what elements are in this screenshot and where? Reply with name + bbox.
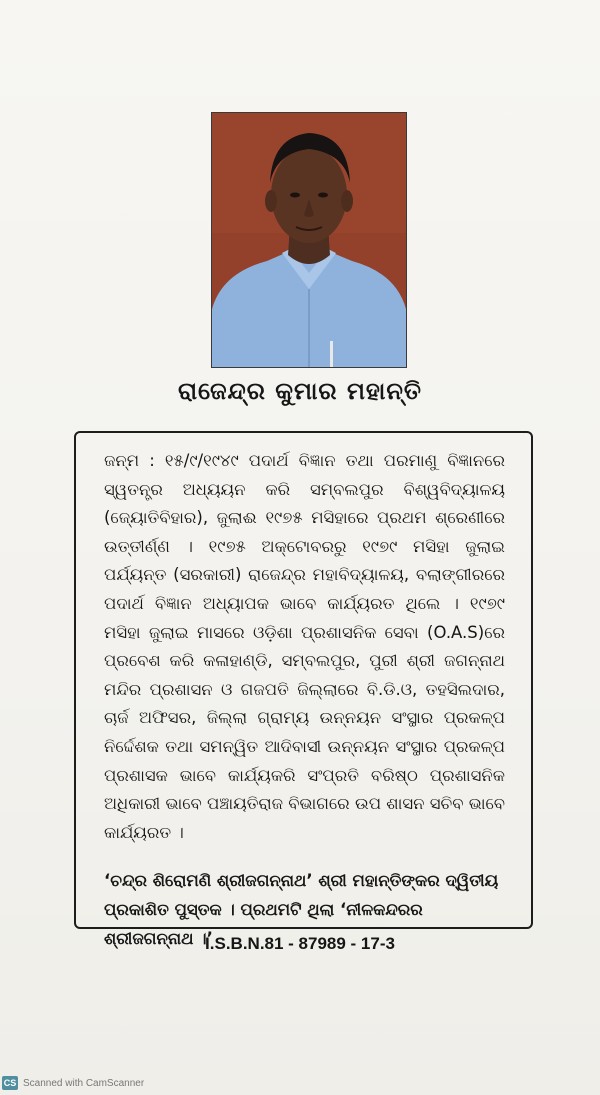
author-name: ରାଜେନ୍ଦ୍ର କୁମାର ମହାନ୍ତି xyxy=(177,377,423,405)
camscanner-logo-icon: CS xyxy=(3,1078,17,1088)
scanner-watermark xyxy=(2,1075,144,1091)
bio-text: ଜନ୍ମ : ୧୫/୯/୧୯୪୯ ପଦାର୍ଥ ବିଜ୍ଞାନ ତଥା ପରମାଣୁ ବିଜ୍ଞାନରେ ସ୍ୱତନ୍ତ୍ର ଅଧ୍ୟୟନ କରି ସମ୍ବଲପୁର ବିଶ୍ୱବିଦ୍ୟାଳୟ (ଜ୍ୟୋତିବିହାର), ଜୁଲାଈ ୧୯୭୫ ମସିହାରେ ପ୍ରଥମ ଶ୍ରେଣୀରେ ଉତ୍ତୀର୍ଣ୍ଣ । ୧୯୭୫ ଅକ୍ଟୋବରରୁ ୧୯୭୯ ମସିହା ଜୁଲାଇ ପର୍ଯ୍ୟନ୍ତ (ସରକାରୀ) ରାଜେନ୍ଦ୍ର ମହାବିଦ୍ୟାଳୟ, ବଲାଙ୍ଗୀରରେ ପଦାର୍ଥ ବିଜ୍ଞାନ ଅଧ୍ୟାପକ ଭାବେ କାର୍ଯ୍ୟରତ ଥିଲେ । ୧୯୭୯ ମସିହା ଜୁଲାଇ ମାସରେ ଓଡ଼ିଶା ପ୍ରଶାସନିକ ସେବା (O.A.S)ରେ ପ୍ରବେଶ କରି କଳାହାଣ୍ଡି, ସମ୍ବଲପୁର, ପୁରୀ ଶ୍ରୀ ଜଗନ୍ନାଥ ମନ୍ଦିର ପ୍ରଶାସନ ଓ ଗଜପତି ଜିଲ୍ଲାରେ ବି.ଡି.ଓ, ତହସିଲଦାର, ଚାର୍ଜ ଅଫିସର, ଜିଲ୍ଲା ଗ୍ରାମ୍ୟ ଉନ୍ନୟନ ସଂସ୍ଥାର ପ୍ରକଳ୍ପ ନିର୍ଦ୍ଦେଶକ ତଥା ସମନ୍ୱିତ ଆଦିବାସୀ ଉନ୍ନୟନ ସଂସ୍ଥାର ପ୍ରକଳ୍ପ ପ୍ରଶାସକ ଭାବେ କାର୍ଯ୍ୟକରି ସଂପ୍ରତି ବରିଷ୍ଠ ପ୍ରଶାସନିକ ଅଧିକାରୀ ଭାବେ ପଞ୍ଚାୟତିରାଜ ବିଭାଗରେ ଉପ ଶାସନ ସଚିବ ଭାବେ କାର୍ଯ୍ୟରତ । xyxy=(104,451,505,842)
isbn-number: I.S.B.N.81 - 87989 - 17-3 xyxy=(205,934,395,953)
book-note: ‘ଚନ୍ଦ୍ର ଶିରୋମଣି ଶ୍ରୀଜଗନ୍ନାଥ’ ଶ୍ରୀ ମହାନ୍ତିଙ୍କର ଦ୍ୱିତୀୟ ପ୍ରକାଶିତ ପୁସ୍ତକ । ପ୍ରଥମଟି ଥିଲା ‘ନୀଳକନ୍ଦରର ଶ୍ରୀଜଗନ୍ନାଥ ।’ xyxy=(104,871,499,948)
author-photo xyxy=(211,112,407,368)
scanner-text: Scanned with CamScanner xyxy=(23,1077,145,1089)
